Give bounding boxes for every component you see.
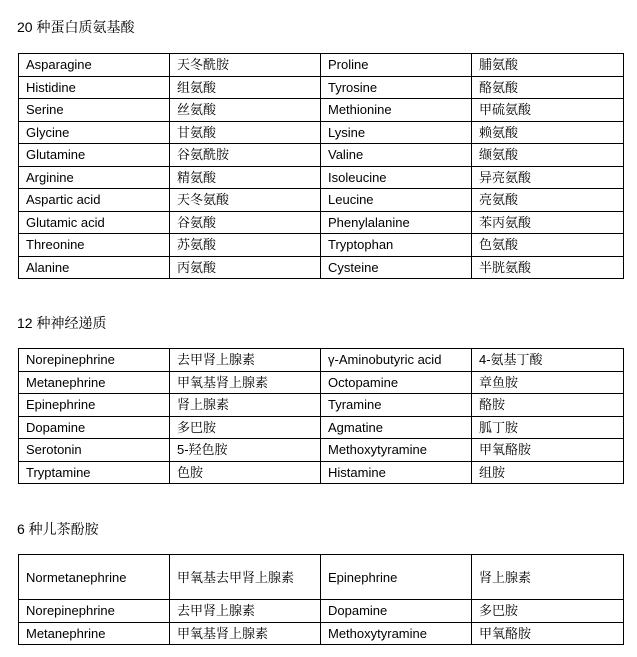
table-row <box>19 121 624 144</box>
table-row <box>19 555 624 600</box>
table-row <box>19 54 624 77</box>
chinese-name-cell: 天冬酰胺 <box>170 54 321 77</box>
chinese-name-cell: 缬氨酸 <box>472 144 624 167</box>
chinese-name-cell: 精氨酸 <box>170 166 321 189</box>
section-title-amino-acids: 20 种蛋白质氨基酸 <box>17 19 135 35</box>
catecholamine-table <box>18 554 624 645</box>
english-name-cell: Dopamine <box>321 600 472 623</box>
chinese-name-cell: 肾上腺素 <box>170 394 321 417</box>
chinese-name-cell: 丝氨酸 <box>170 99 321 122</box>
english-name-cell: Methionine <box>321 99 472 122</box>
chinese-name-cell: 丙氨酸 <box>170 256 321 279</box>
chinese-name-cell: 酪氨酸 <box>472 76 624 99</box>
english-name-cell: Histidine <box>19 76 170 99</box>
chinese-name-cell: 组胺 <box>472 461 624 484</box>
english-name-cell: Histamine <box>321 461 472 484</box>
chinese-name-cell: 去甲肾上腺素 <box>170 600 321 623</box>
english-name-cell: Dopamine <box>19 416 170 439</box>
english-name-cell: Epinephrine <box>19 394 170 417</box>
english-name-cell: Serine <box>19 99 170 122</box>
chinese-name-cell: 甲氧基肾上腺素 <box>170 371 321 394</box>
chinese-name-cell: 色胺 <box>170 461 321 484</box>
chinese-name-cell: 甲氧基肾上腺素 <box>170 622 321 645</box>
table-row <box>19 600 624 623</box>
table-row <box>19 76 624 99</box>
chinese-name-cell: 半胱氨酸 <box>472 256 624 279</box>
table-row <box>19 234 624 257</box>
english-name-cell: Normetanephrine <box>19 555 170 600</box>
english-name-cell: Arginine <box>19 166 170 189</box>
english-name-cell: Lysine <box>321 121 472 144</box>
english-name-cell: Tryptamine <box>19 461 170 484</box>
chinese-name-cell: 甲氧基去甲肾上腺素 <box>170 555 321 600</box>
table-row <box>19 99 624 122</box>
chinese-name-cell: 苯丙氨酸 <box>472 211 624 234</box>
table-row <box>19 256 624 279</box>
english-name-cell: Proline <box>321 54 472 77</box>
table-row <box>19 439 624 462</box>
english-name-cell: Cysteine <box>321 256 472 279</box>
amino-acid-table <box>18 53 624 279</box>
section-title-neurotransmitters: 12 种神经递质 <box>17 315 107 331</box>
chinese-name-cell: 4-氨基丁酸 <box>472 349 624 372</box>
english-name-cell: γ-Aminobutyric acid <box>321 349 472 372</box>
english-name-cell: Threonine <box>19 234 170 257</box>
english-name-cell: Glutamine <box>19 144 170 167</box>
chinese-name-cell: 天冬氨酸 <box>170 189 321 212</box>
table-row <box>19 349 624 372</box>
english-name-cell: Norepinephrine <box>19 349 170 372</box>
english-name-cell: Glutamic acid <box>19 211 170 234</box>
chinese-name-cell: 脯氨酸 <box>472 54 624 77</box>
table-row <box>19 189 624 212</box>
table-row <box>19 166 624 189</box>
english-name-cell: Leucine <box>321 189 472 212</box>
table-row <box>19 461 624 484</box>
chinese-name-cell: 多巴胺 <box>170 416 321 439</box>
chinese-name-cell: 甲硫氨酸 <box>472 99 624 122</box>
table-row <box>19 371 624 394</box>
english-name-cell: Tyrosine <box>321 76 472 99</box>
chinese-name-cell: 甲氧酪胺 <box>472 622 624 645</box>
chinese-name-cell: 肾上腺素 <box>472 555 624 600</box>
chinese-name-cell: 胍丁胺 <box>472 416 624 439</box>
chinese-name-cell: 谷氨酸 <box>170 211 321 234</box>
chinese-name-cell: 亮氨酸 <box>472 189 624 212</box>
english-name-cell: Methoxytyramine <box>321 439 472 462</box>
english-name-cell: Tryptophan <box>321 234 472 257</box>
english-name-cell: Asparagine <box>19 54 170 77</box>
chinese-name-cell: 色氨酸 <box>472 234 624 257</box>
chinese-name-cell: 甲氧酪胺 <box>472 439 624 462</box>
table-row <box>19 622 624 645</box>
english-name-cell: Alanine <box>19 256 170 279</box>
english-name-cell: Isoleucine <box>321 166 472 189</box>
chinese-name-cell: 酪胺 <box>472 394 624 417</box>
english-name-cell: Octopamine <box>321 371 472 394</box>
english-name-cell: Serotonin <box>19 439 170 462</box>
english-name-cell: Norepinephrine <box>19 600 170 623</box>
english-name-cell: Aspartic acid <box>19 189 170 212</box>
english-name-cell: Metanephrine <box>19 371 170 394</box>
chinese-name-cell: 谷氨酰胺 <box>170 144 321 167</box>
table-row <box>19 394 624 417</box>
english-name-cell: Phenylalanine <box>321 211 472 234</box>
table-row <box>19 211 624 234</box>
table-row <box>19 144 624 167</box>
section-title-catecholamines: 6 种儿茶酚胺 <box>17 521 99 537</box>
english-name-cell: Glycine <box>19 121 170 144</box>
table-row <box>19 416 624 439</box>
english-name-cell: Epinephrine <box>321 555 472 600</box>
english-name-cell: Methoxytyramine <box>321 622 472 645</box>
english-name-cell: Agmatine <box>321 416 472 439</box>
english-name-cell: Valine <box>321 144 472 167</box>
chinese-name-cell: 去甲肾上腺素 <box>170 349 321 372</box>
chinese-name-cell: 苏氨酸 <box>170 234 321 257</box>
chinese-name-cell: 赖氨酸 <box>472 121 624 144</box>
chinese-name-cell: 甘氨酸 <box>170 121 321 144</box>
english-name-cell: Tyramine <box>321 394 472 417</box>
chinese-name-cell: 章鱼胺 <box>472 371 624 394</box>
chinese-name-cell: 异亮氨酸 <box>472 166 624 189</box>
chinese-name-cell: 5-羟色胺 <box>170 439 321 462</box>
chinese-name-cell: 组氨酸 <box>170 76 321 99</box>
neurotransmitter-table <box>18 348 624 484</box>
english-name-cell: Metanephrine <box>19 622 170 645</box>
chinese-name-cell: 多巴胺 <box>472 600 624 623</box>
